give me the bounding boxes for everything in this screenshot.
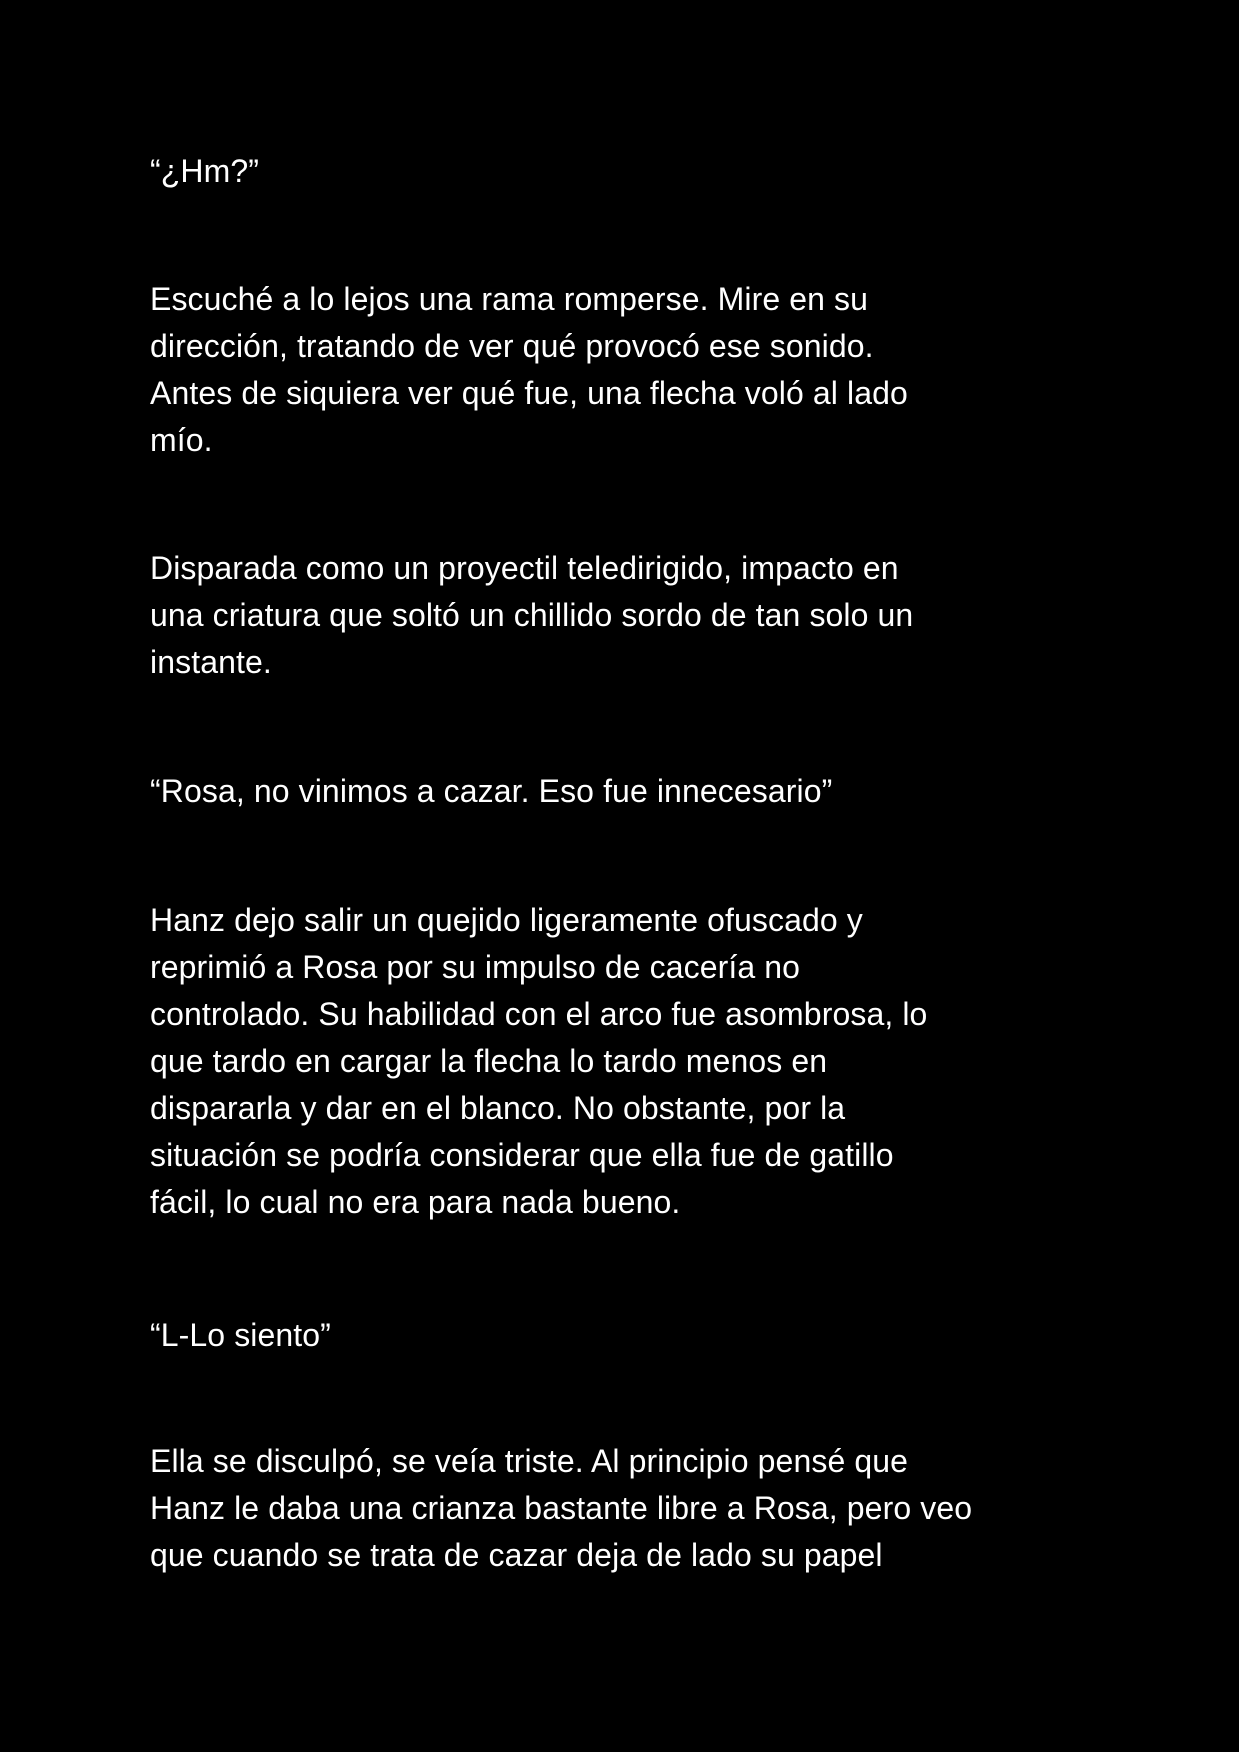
text-line: reprimió a Rosa por su impulso de cacería no [150,949,801,985]
text-line: situación se podría considerar que ella fue de gatillo [150,1137,894,1173]
text-line: fácil, lo cual no era para nada bueno. [150,1184,681,1220]
text-line: controlado. Su habilidad con el arco fue asombrosa, lo [150,996,928,1032]
text-line: una criatura que soltó un chillido sordo de tan solo un [150,597,914,633]
paragraph-apology [150,1438,1110,1579]
text-line: Escuché a lo lejos una rama romperse. Mire en su [150,281,869,317]
text-line: Antes de siquiera ver qué fue, una flecha voló al lado [150,375,908,411]
text-line: “Rosa, no vinimos a cazar. Eso fue innecesario” [150,773,833,809]
text-line: dirección, tratando de ver qué provocó ese sonido. [150,328,874,364]
paragraph-projectile [150,545,1110,686]
text-line: “¿Hm?” [150,153,260,189]
paragraph-apology-dialogue [150,1312,1110,1359]
paragraph-hanz-reprimand [150,897,1110,1226]
text-line: que cuando se trata de cazar deja de lado su papel [150,1537,883,1573]
paragraph-branch-breaks [150,276,1110,464]
text-line: dispararla y dar en el blanco. No obstante, por la [150,1090,846,1126]
text-line: instante. [150,644,272,680]
paragraph-hm [150,148,1110,195]
text-line: Ella se disculpó, se veía triste. Al principio pensé que [150,1443,909,1479]
text-line: mío. [150,422,213,458]
text-line: “L-Lo siento” [150,1317,331,1353]
text-line: Disparada como un proyectil teledirigido, impacto en [150,550,899,586]
paragraph-rosa-dialogue [150,768,1110,815]
text-line: Hanz dejo salir un quejido ligeramente ofuscado y [150,902,863,938]
text-line: que tardo en cargar la flecha lo tardo menos en [150,1043,828,1079]
text-line: Hanz le daba una crianza bastante libre a Rosa, pero veo [150,1490,973,1526]
